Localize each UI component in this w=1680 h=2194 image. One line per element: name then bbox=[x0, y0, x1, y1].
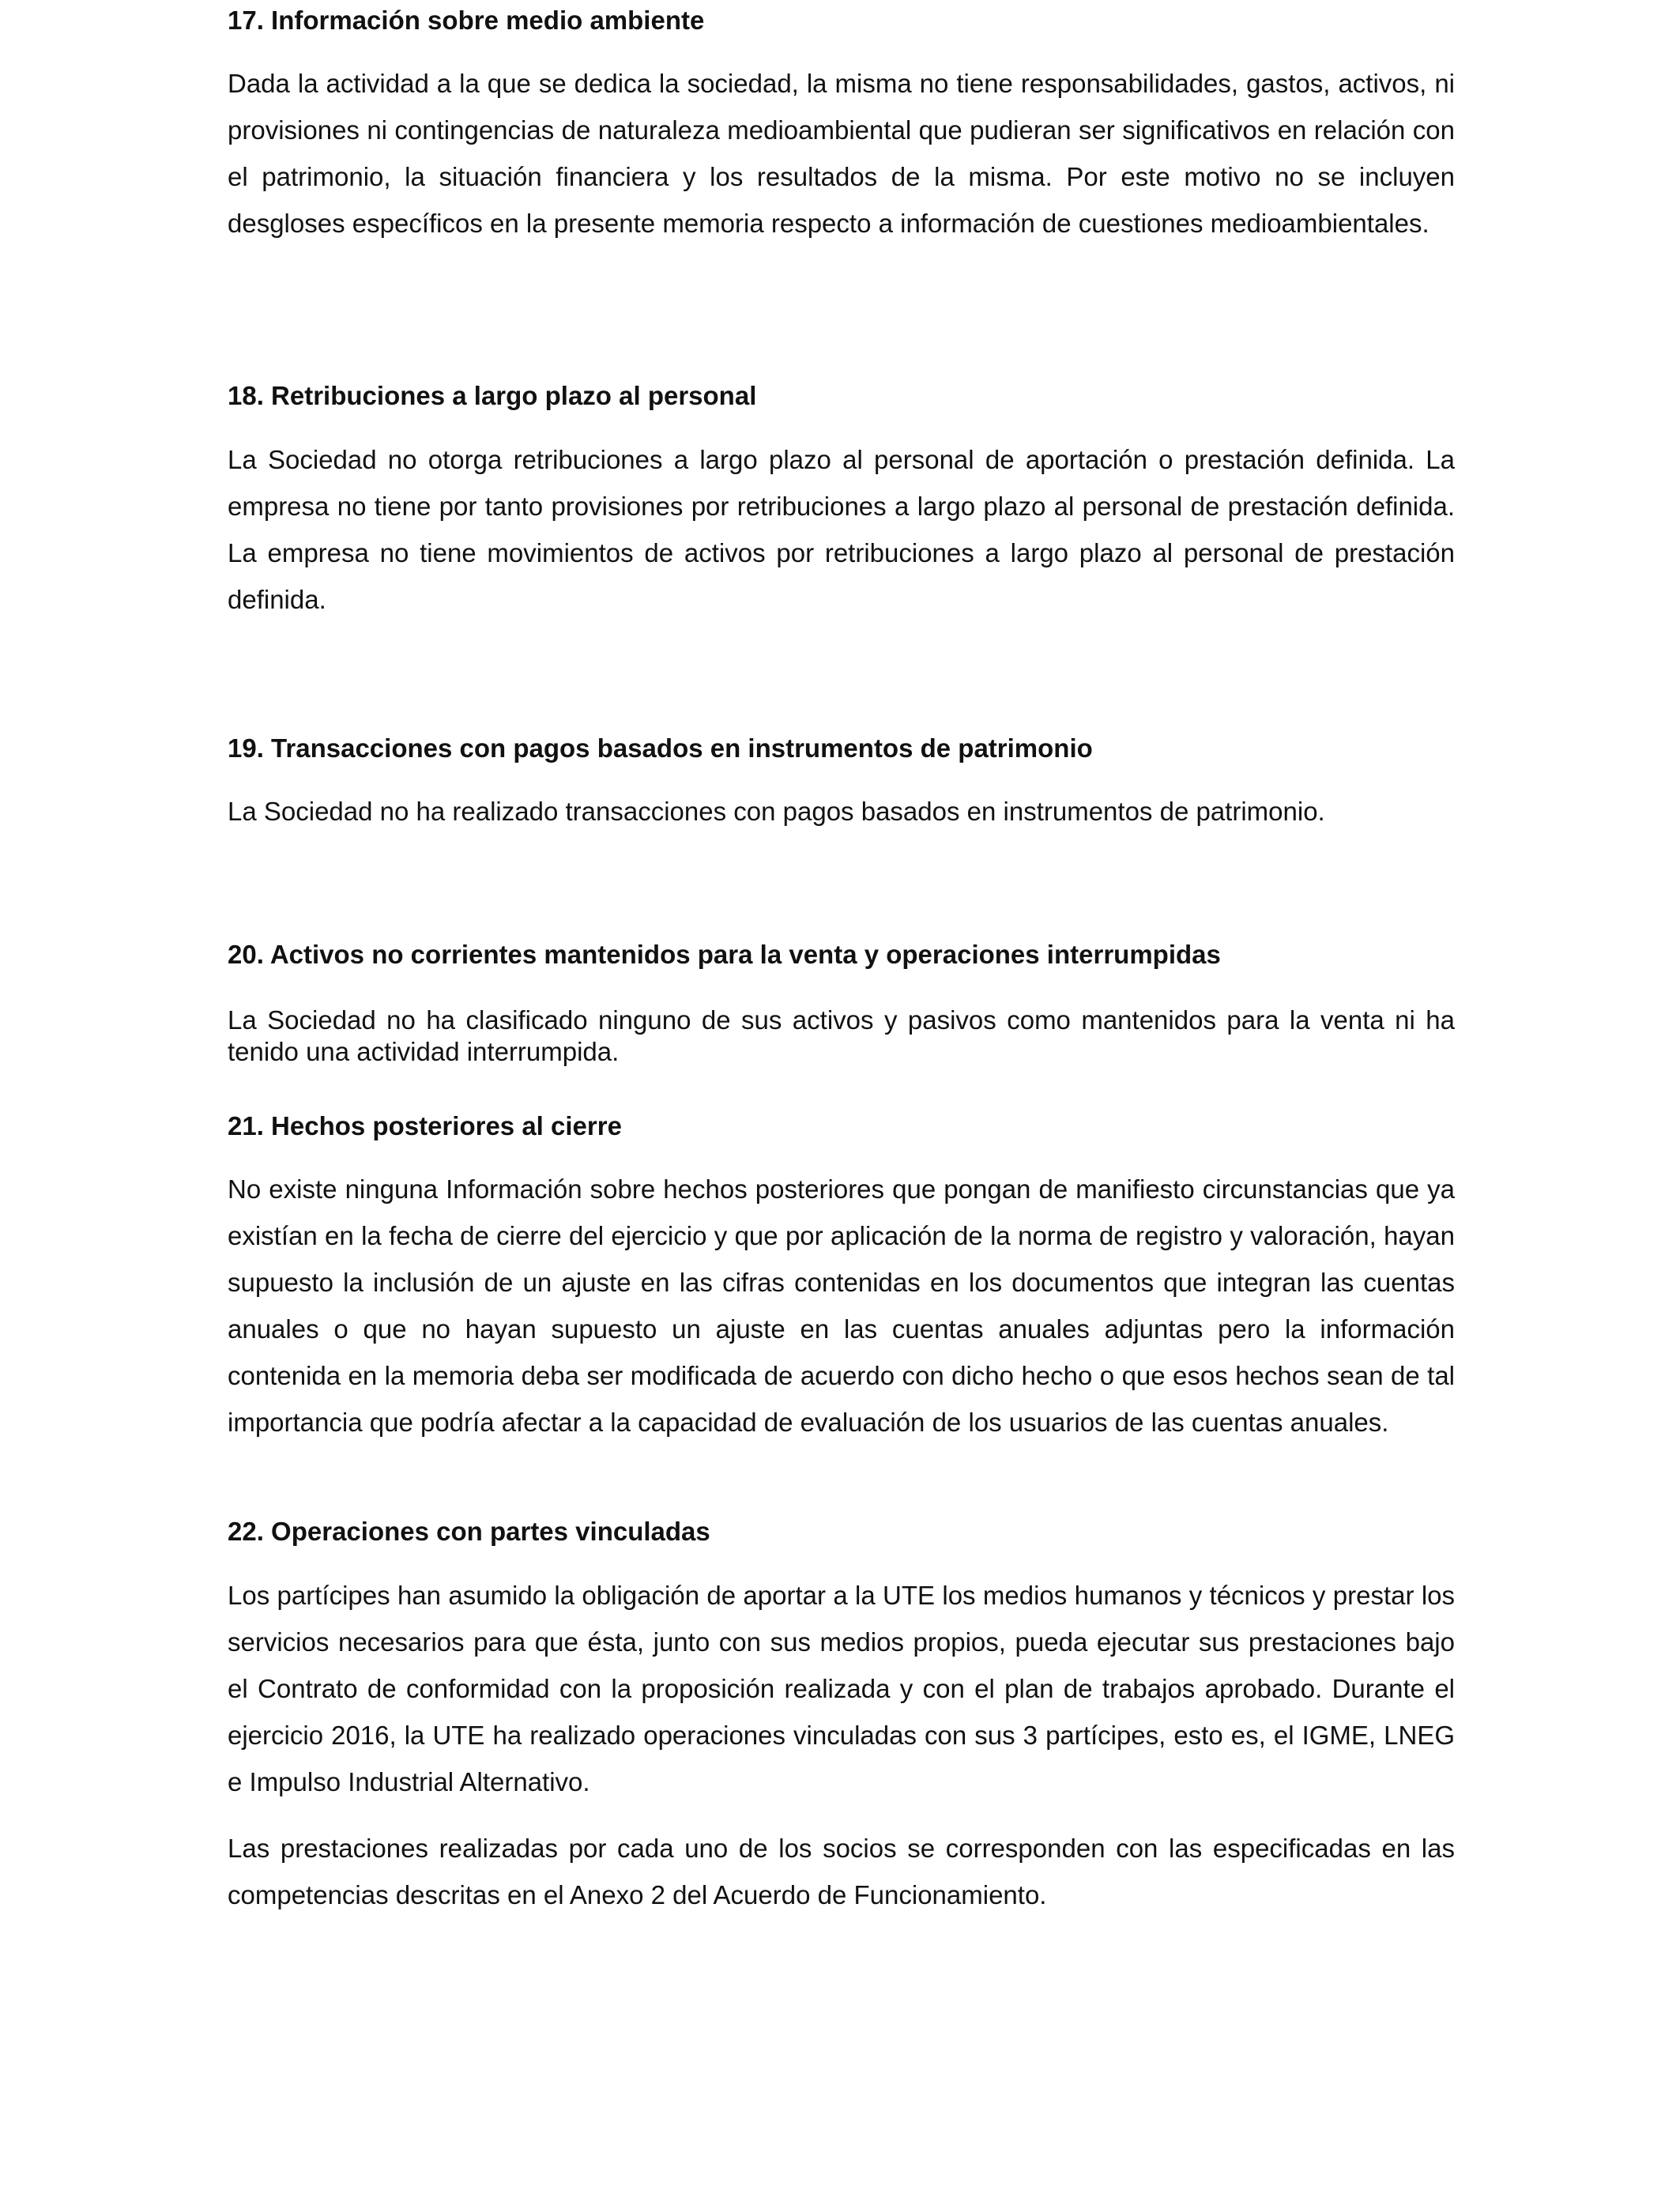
section-18-heading: 18. Retribuciones a largo plazo al personal bbox=[228, 381, 757, 410]
section-18-paragraph: La Sociedad no otorga retribuciones a largo plazo al personal de aportación o prestación definida. La empresa no tiene por tanto provisiones por retribuciones a largo plazo al personal de prestación definida. La empresa no tiene movimientos de activos por retribuciones a largo plazo al personal de prestación definida. bbox=[228, 445, 1455, 614]
section-21-heading: 21. Hechos posteriores al cierre bbox=[228, 1111, 622, 1140]
section-20-heading: 20. Activos no corrientes mantenidos para la venta y operaciones interrumpidas bbox=[228, 940, 1221, 969]
section-22-paragraph-1: Los partícipes han asumido la obligación de aportar a la UTE los medios humanos y técnicos y prestar los servicios necesarios para que ésta, junto con sus medios propios, pueda ejecutar sus prestaciones bajo el Contrato de conformidad con la proposición realizada y con el plan de trabajos aprobado. Durante el ejercicio 2016, la UTE ha realizado operaciones vinculadas con sus 3 partícipes, esto es, el IGME, LNEG e Impulso Industrial Alternativo. bbox=[228, 1581, 1455, 1796]
section-21-paragraph: No existe ninguna Información sobre hechos posteriores que pongan de manifiesto circunstancias que ya existían en la fecha de cierre del ejercicio y que por aplicación de la norma de registro y valoración, hayan supuesto la inclusión de un ajuste en las cifras contenidas en los documentos que integran las cuentas anuales o que no hayan supuesto un ajuste en las cuentas anuales adjuntas pero la información contenida en la memoria deba ser modificada de acuerdo con dicho hecho o que esos hechos sean de tal importancia que podría afectar a la capacidad de evaluación de los usuarios de las cuentas anuales. bbox=[228, 1174, 1455, 1437]
section-20-paragraph: La Sociedad no ha clasificado ninguno de sus activos y pasivos como mantenidos para la venta ni ha tenido una actividad interrumpida. bbox=[228, 1005, 1455, 1066]
section-17-heading: 17. Información sobre medio ambiente bbox=[228, 6, 705, 35]
section-22-heading: 22. Operaciones con partes vinculadas bbox=[228, 1517, 710, 1546]
section-19-paragraph: La Sociedad no ha realizado transacciones con pagos basados en instrumentos de patrimonio. bbox=[228, 797, 1325, 826]
section-22-paragraph-2: Las prestaciones realizadas por cada uno de los socios se corresponden con las especificadas en las competencias descritas en el Anexo 2 del Acuerdo de Funcionamiento. bbox=[228, 1834, 1455, 1909]
section-17-paragraph: Dada la actividad a la que se dedica la sociedad, la misma no tiene responsabilidades, gastos, activos, ni provisiones ni contingencias de naturaleza medioambiental que pudieran ser significativos en relación con el patrimonio, la situación financiera y los resultados de la misma. Por este motivo no se incluyen desgloses específicos en la presente memoria respecto a información de cuestiones medioambientales. bbox=[228, 69, 1455, 238]
section-19-heading: 19. Transacciones con pagos basados en instrumentos de patrimonio bbox=[228, 733, 1093, 763]
